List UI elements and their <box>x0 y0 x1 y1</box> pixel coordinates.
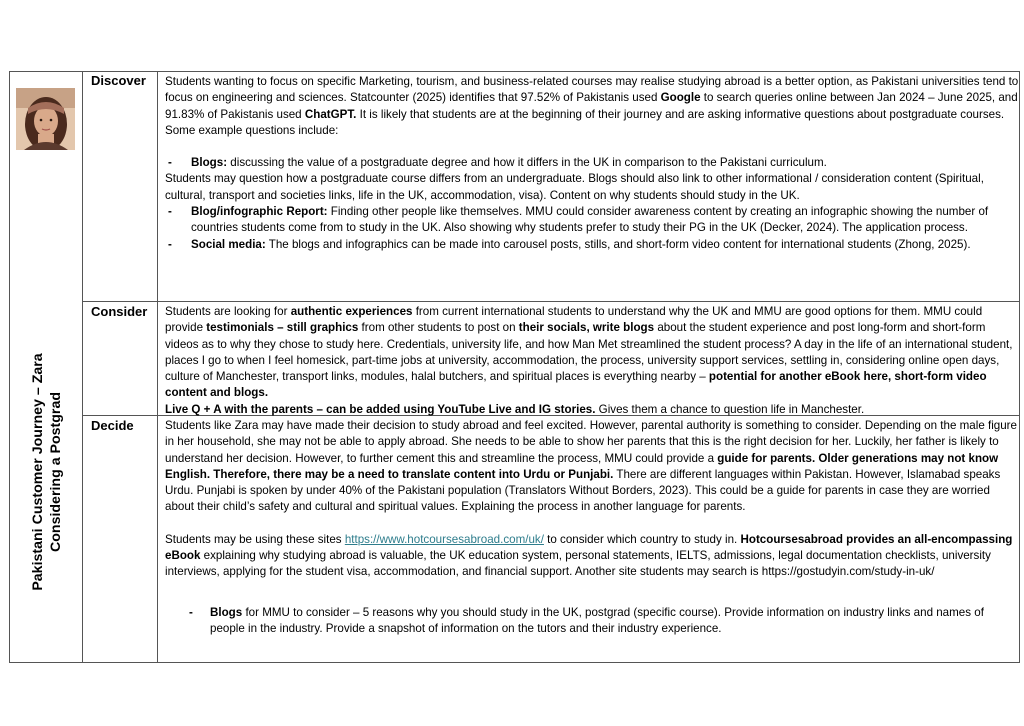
consider-paragraph-2 <box>165 402 1020 418</box>
bullet-text: The blogs and infographics can be made into carousel posts, stills, and short-form video content for international students (Zhong, 2025). <box>265 237 971 251</box>
decide-bullet-blogs <box>165 605 1020 638</box>
bold-google: Google <box>660 91 701 105</box>
discover-content <box>165 74 1020 253</box>
hotcourses-link[interactable]: https://www.hotcoursesabroad.com/uk/ <box>344 532 544 546</box>
text-run: Students wanting to focus on specific Marketing, tourism, and business-related courses may realise studying abroad is a better option, as Pakistani universities tend to focus on engineering and sciences. Statcounter (2025) identifies that 97.52% of Pakistanis used <box>165 75 1019 105</box>
bold-chatgpt: ChatGPT. <box>304 107 357 121</box>
text-run: There are different languages within Pakistan. However, Islamabad speaks Urdu. Punjabi is spoken by under 40% of the Pakistani population (Translators Without Borders, 2023). This could be a guide for parents in case they are worried about their child’s safety and cultural and spiritual values. Explaining the process in another language for parents. <box>165 467 1001 514</box>
discover-paragraph-1 <box>165 74 1020 123</box>
persona-title <box>29 353 65 590</box>
bullet-dash-icon: - <box>168 237 172 251</box>
text-run: explaining why studying abroad is valuable, the UK education system, personal statements, IELTS, admissions, legal documentation checklists, university interviews, applying for the student visa, accommodation, and financial support. Another site students may search is https://gostudyin.com/study-in-uk/ <box>165 549 991 579</box>
decide-content <box>165 418 1020 637</box>
text-run: Gives them a chance to question life in Manchester. <box>595 402 865 416</box>
bullet-dash-icon: - <box>168 205 172 219</box>
text-run: Students are looking for <box>165 305 291 318</box>
bullet-dash-icon: - <box>168 156 172 170</box>
persona-photo-icon <box>16 88 75 150</box>
persona-title-line2: Considering a Postgrad <box>48 391 64 553</box>
text-run: to consider which country to study in. <box>543 532 741 546</box>
discover-paragraph-3: Students may question how a postgraduate course differs from an undergraduate. Blogs should also link to other informational / consideration content (Spiritual, cultural, transport and societies links, life in the UK, accommodation, visa). Content on why students should study in the UK. <box>165 172 984 202</box>
spacer <box>165 139 1020 155</box>
consider-content <box>165 304 1020 418</box>
discover-paragraph-2: Some example questions include: <box>165 123 339 137</box>
text-run: from current international students to understand why the UK and MMU are good options for them. MMU could provide <box>165 305 983 335</box>
row-divider-consider <box>83 301 1019 302</box>
spacer <box>165 516 1020 532</box>
bullet-text: discussing the value of a postgraduate degree and how it differs in the UK in comparison to the Pakistani curriculum. <box>227 156 827 170</box>
bold-text: guide for parents. Older generations may not know English. Therefore, there may be a need to translate content into Urdu or Punjabi. <box>165 451 999 481</box>
bold-text: potential for another eBook here, short-form video content and blogs. <box>165 370 987 400</box>
discover-bullet-infographic <box>165 204 1020 237</box>
spacer <box>165 581 1020 605</box>
discover-bullet-social <box>165 237 1020 253</box>
bullet-text: Finding other people like themselves. MMU could consider awareness content by creating an infographic showing the number of countries students come from to study in the UK. Also showing why students prefer to study their PG in the UK (Decker, 2024). The application process. <box>191 205 989 235</box>
column-divider-2 <box>157 72 158 662</box>
persona-title-line1: Pakistani Customer Journey – Zara <box>30 353 46 591</box>
text-run: Students may be using these sites <box>165 532 345 546</box>
stage-label-discover: Discover <box>91 73 146 88</box>
text-run: It is likely that students are at the beginning of their journey and are asking informative questions about postgraduate courses. <box>356 107 1005 121</box>
bullet-title: Blogs: <box>191 156 228 170</box>
bullet-title: Blogs <box>210 605 243 619</box>
bullet-text: for MMU to consider – 5 reasons why you should study in the UK, postgrad (specific course). Provide information on industry links and names of people in the industry. Provide a snapshot of information on the tutors and their industry experience. <box>210 605 984 635</box>
text-run: to search queries online between Jan 2024 – June 2025, and 91.83% of Pakistanis used <box>165 91 1018 121</box>
bullet-dash-icon: - <box>189 605 193 619</box>
consider-paragraph-1 <box>165 304 1020 402</box>
bullet-title: Social media: <box>191 237 266 251</box>
bullet-title: Blog/infographic Report: <box>191 205 328 219</box>
persona-avatar <box>16 88 75 150</box>
decide-paragraph-2 <box>165 532 1020 581</box>
stage-label-consider: Consider <box>91 304 148 319</box>
journey-table <box>9 71 1020 663</box>
text-run: from other students to post on <box>358 321 519 335</box>
bold-text: their socials, write blogs <box>518 321 655 335</box>
bold-text: authentic experiences <box>290 305 413 318</box>
bold-text: Hotcoursesabroad provides an all-encompassing eBook <box>165 532 1013 563</box>
stage-label-decide: Decide <box>91 418 134 433</box>
text-run: Students like Zara may have made their decision to study abroad and feel excited. However, parental authority is something to consider. Depending on the male figure in her household, she may not be able to apply abroad. She needs to be able to show her parents that this is the right decision for her. Luckily, her father is likely to understand her decision. However, to further cement this and streamline the process, MMU could provide a <box>165 419 1017 465</box>
column-divider-1 <box>82 72 83 662</box>
bold-text: Live Q + A with the parents – can be added using YouTube Live and IG stories. <box>165 402 596 416</box>
text-run: about the student experience and post long-form and short-form videos as to why they chose to study here. Credentials, university life, and how Man Met streamlined the student process? A day in the life of an international student, places I go to when I feel homesick, part-time jobs at university, accommodation, the process, university support services, settling in, considering online open days, culture of Manchester, transport links, modules, halal butchers, and spiritual places is everything nearby – <box>165 321 1013 384</box>
decide-paragraph-1 <box>165 418 1020 516</box>
discover-bullet-blogs <box>165 155 1020 171</box>
bold-text: testimonials – still graphics <box>206 321 359 335</box>
